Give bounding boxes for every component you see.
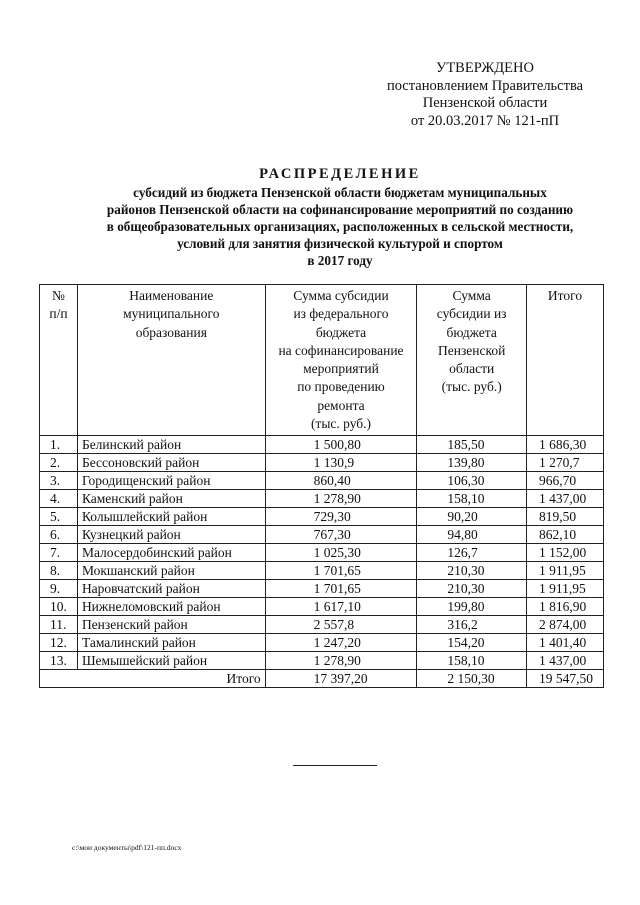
totals-total: 19 547,50 (527, 670, 604, 688)
header-total: Итого (527, 285, 604, 436)
approval-date: от 20.03.2017 № 121-пП (410, 112, 560, 129)
table-row: 6. Кузнецкий район 767,30 94,80 862,10 (40, 526, 604, 544)
subtitle-line: в общеобразовательных организациях, расположенных в сельской местности, (106, 219, 574, 234)
document-title: РАСПРЕДЕЛЕНИЕ (259, 166, 421, 182)
approval-line: Пензенской области (422, 95, 548, 111)
totals-row (40, 670, 604, 688)
file-path: c:\мои документы\pdf\121-пп.docx (72, 843, 182, 852)
table-row: 9. Наровчатский район 1 701,65 210,30 1 911,95 (40, 580, 604, 598)
header-federal: Сумма субсидии из федерального бюджета на софинансирование мероприятий по проведению ремонта (тыс. руб.) (265, 285, 417, 436)
table-row: 7. Малосердобинский район 1 025,30 126,7 1 152,00 (40, 544, 604, 562)
subtitle-line: субсидий из бюджета Пензенской области бюджетам муниципальных (133, 185, 547, 200)
totals-federal: 17 397,20 (265, 670, 417, 688)
totals-regional: 2 150,30 (417, 670, 527, 688)
header-num: № п/п (40, 285, 78, 436)
table-row: 3. Городищенский район 860,40 106,30 966,70 (40, 472, 604, 490)
table-row: 2. Бессоновский район 1 130,9 139,80 1 270,7 (40, 454, 604, 472)
header-regional: Сумма субсидии из бюджета Пензенской области (тыс. руб.) (417, 285, 527, 436)
subtitle-line: условий для занятия физической культурой и спортом (177, 236, 503, 251)
table-row: 8. Мокшанский район 1 701,65 210,30 1 911,95 (40, 562, 604, 580)
header-name: Наименование муниципального образования (77, 285, 265, 436)
table-row: 12. Тамалинский район 1 247,20 154,20 1 401,40 (40, 634, 604, 652)
table-row: 13. Шемышейский район 1 278,90 158,10 1 437,00 (40, 652, 604, 670)
approval-block (360, 60, 610, 130)
subtitle-line: районов Пензенской области на софинансирование мероприятий по созданию (106, 202, 574, 217)
separator-line (293, 765, 377, 766)
table-row: 10. Нижнеломовский район 1 617,10 199,80 1 816,90 (40, 598, 604, 616)
subsidy-table (39, 284, 604, 688)
approval-line: постановлением Правительства (386, 77, 584, 94)
totals-label: Итого (40, 670, 266, 688)
document-subtitle (60, 184, 620, 269)
table-row: 4. Каменский район 1 278,90 158,10 1 437,00 (40, 490, 604, 508)
table-header-row (40, 285, 604, 436)
table-row: 11. Пензенский район 2 557,8 316,2 2 874,00 (40, 616, 604, 634)
approval-heading: УТВЕРЖДЕНО (436, 60, 534, 76)
table-row: 1. Белинский район 1 500,80 185,50 1 686,30 (40, 436, 604, 454)
subtitle-line: в 2017 году (307, 253, 373, 268)
table-row: 5. Колышлейский район 729,30 90,20 819,50 (40, 508, 604, 526)
